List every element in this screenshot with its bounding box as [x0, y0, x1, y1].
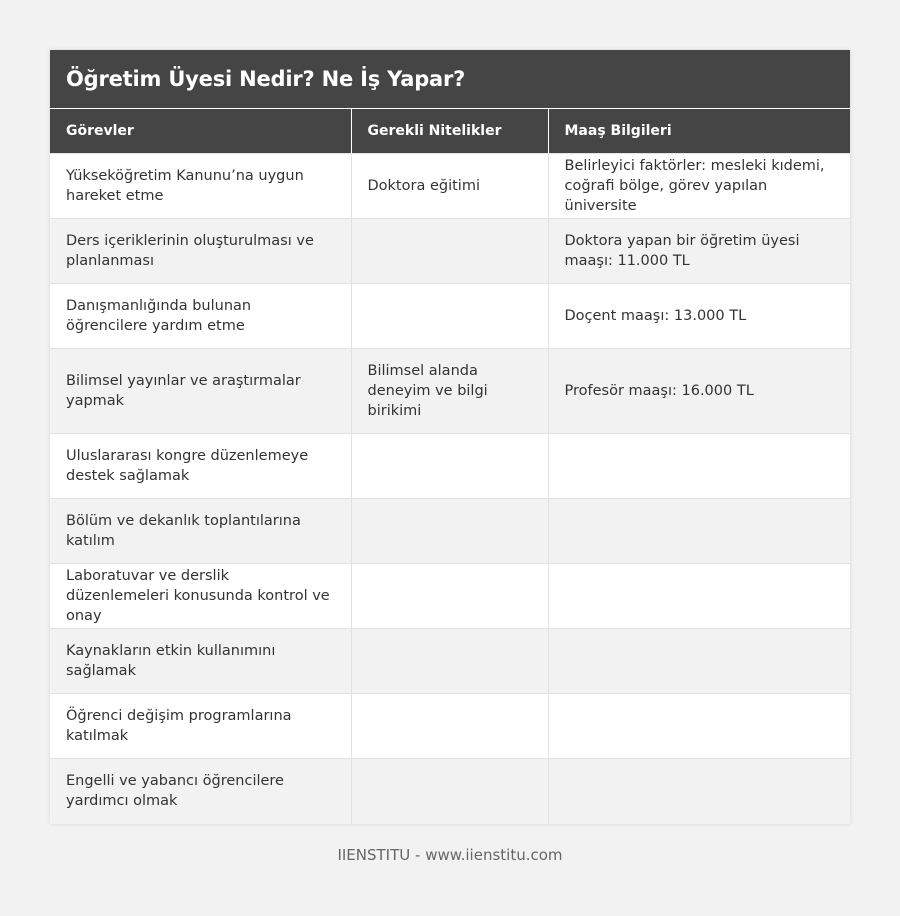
cell-gorev: Bölüm ve dekanlık toplantılarına katılım — [50, 499, 351, 564]
table-row — [50, 154, 850, 219]
cell-gorev: Öğrenci değişim programlarına katılmak — [50, 694, 351, 759]
table-row — [50, 434, 850, 499]
table-row — [50, 629, 850, 694]
cell-nitelik — [351, 629, 548, 694]
cell-maas: Belirleyici faktörler: mesleki kıdemi, coğrafi bölge, görev yapılan üniversite — [548, 154, 850, 219]
table-row — [50, 499, 850, 564]
table-header-row — [50, 109, 850, 154]
cell-gorev: Kaynakların etkin kullanımını sağlamak — [50, 629, 351, 694]
column-header-gerekli-nitelikler: Gerekli Nitelikler — [351, 109, 548, 154]
cell-maas — [548, 759, 850, 824]
cell-nitelik — [351, 219, 548, 284]
page-title: Öğretim Üyesi Nedir? Ne İş Yapar? — [50, 50, 850, 108]
cell-maas — [548, 629, 850, 694]
table-row — [50, 219, 850, 284]
cell-maas: Doçent maaşı: 13.000 TL — [548, 284, 850, 349]
cell-nitelik — [351, 434, 548, 499]
table-row — [50, 759, 850, 824]
cell-gorev: Uluslararası kongre düzenlemeye destek sağlamak — [50, 434, 351, 499]
table-row — [50, 564, 850, 629]
cell-maas — [548, 434, 850, 499]
cell-gorev: Engelli ve yabancı öğrencilere yardımcı olmak — [50, 759, 351, 824]
cell-nitelik: Doktora eğitimi — [351, 154, 548, 219]
table-row — [50, 349, 850, 434]
cell-gorev: Ders içeriklerinin oluşturulması ve planlanması — [50, 219, 351, 284]
table-row — [50, 694, 850, 759]
table-card — [50, 50, 850, 824]
table-row — [50, 284, 850, 349]
cell-nitelik — [351, 284, 548, 349]
cell-gorev: Danışmanlığında bulunan öğrencilere yardım etme — [50, 284, 351, 349]
cell-nitelik — [351, 694, 548, 759]
cell-nitelik — [351, 564, 548, 629]
column-header-maas-bilgileri: Maaş Bilgileri — [548, 109, 850, 154]
cell-nitelik — [351, 499, 548, 564]
cell-nitelik: Bilimsel alanda deneyim ve bilgi birikimi — [351, 349, 548, 434]
cell-maas — [548, 564, 850, 629]
cell-nitelik — [351, 759, 548, 824]
cell-maas — [548, 499, 850, 564]
cell-gorev: Laboratuvar ve derslik düzenlemeleri konusunda kontrol ve onay — [50, 564, 351, 629]
cell-maas — [548, 694, 850, 759]
column-header-gorevler: Görevler — [50, 109, 351, 154]
cell-gorev: Yükseköğretim Kanunu’na uygun hareket etme — [50, 154, 351, 219]
info-table — [50, 108, 850, 824]
footer-credit: IIENSTITU - www.iienstitu.com — [337, 846, 563, 864]
cell-gorev: Bilimsel yayınlar ve araştırmalar yapmak — [50, 349, 351, 434]
cell-maas: Doktora yapan bir öğretim üyesi maaşı: 11.000 TL — [548, 219, 850, 284]
cell-maas: Profesör maaşı: 16.000 TL — [548, 349, 850, 434]
